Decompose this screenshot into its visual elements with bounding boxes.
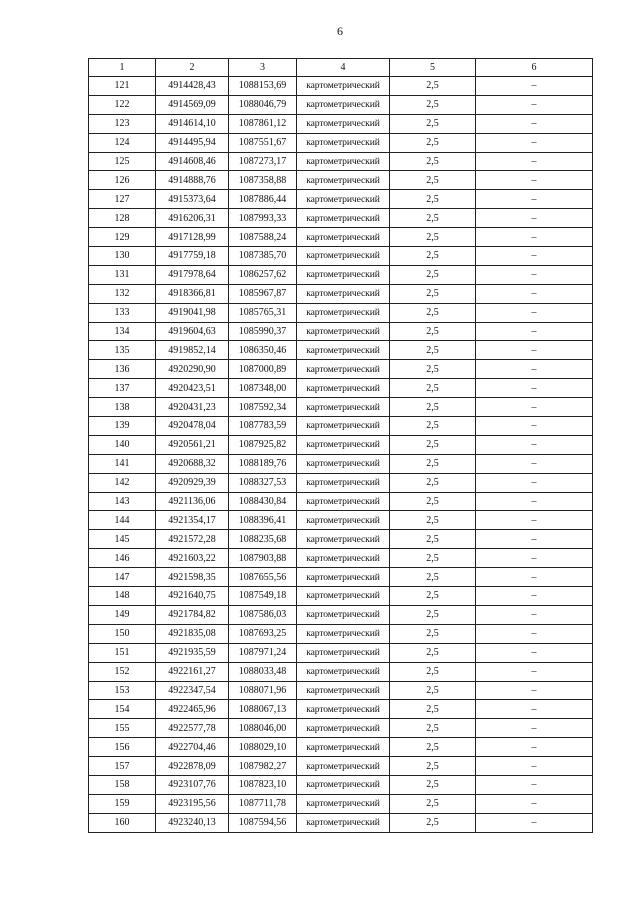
point-number-cell: 139: [89, 417, 156, 436]
x-coordinate-cell: 4920290,90: [156, 360, 229, 379]
accuracy-cell: 2,5: [390, 775, 476, 794]
x-coordinate-cell: 4920423,51: [156, 379, 229, 398]
accuracy-cell: 2,5: [390, 171, 476, 190]
note-cell: –: [476, 190, 593, 209]
y-coordinate-cell: 1087711,78: [229, 794, 297, 813]
method-cell: картометрический: [297, 662, 390, 681]
note-cell: –: [476, 492, 593, 511]
note-cell: –: [476, 794, 593, 813]
table-row: [89, 77, 593, 96]
note-cell: –: [476, 360, 593, 379]
method-cell: картометрический: [297, 152, 390, 171]
x-coordinate-cell: 4918366,81: [156, 284, 229, 303]
note-cell: –: [476, 587, 593, 606]
y-coordinate-cell: 1088067,13: [229, 700, 297, 719]
point-number-cell: 131: [89, 265, 156, 284]
y-coordinate-cell: 1088033,48: [229, 662, 297, 681]
note-cell: –: [476, 757, 593, 776]
x-coordinate-cell: 4921136,06: [156, 492, 229, 511]
accuracy-cell: 2,5: [390, 152, 476, 171]
table-row: [89, 681, 593, 700]
method-cell: картометрический: [297, 360, 390, 379]
y-coordinate-cell: 1087655,56: [229, 568, 297, 587]
point-number-cell: 122: [89, 95, 156, 114]
table-row: [89, 209, 593, 228]
x-coordinate-cell: 4921354,17: [156, 511, 229, 530]
note-cell: –: [476, 247, 593, 266]
method-cell: картометрический: [297, 719, 390, 738]
table-row: [89, 643, 593, 662]
method-cell: картометрический: [297, 247, 390, 266]
accuracy-cell: 2,5: [390, 322, 476, 341]
y-coordinate-cell: 1087588,24: [229, 228, 297, 247]
y-coordinate-cell: 1087886,44: [229, 190, 297, 209]
table-row: [89, 454, 593, 473]
x-coordinate-cell: 4921640,75: [156, 587, 229, 606]
note-cell: –: [476, 738, 593, 757]
point-number-cell: 145: [89, 530, 156, 549]
table-row: [89, 152, 593, 171]
x-coordinate-cell: 4922161,27: [156, 662, 229, 681]
x-coordinate-cell: 4914428,43: [156, 77, 229, 96]
table-row: [89, 190, 593, 209]
method-cell: картометрический: [297, 398, 390, 417]
x-coordinate-cell: 4914888,76: [156, 171, 229, 190]
table-row: [89, 492, 593, 511]
table-row: [89, 700, 593, 719]
x-coordinate-cell: 4921603,22: [156, 549, 229, 568]
y-coordinate-cell: 1085990,37: [229, 322, 297, 341]
accuracy-cell: 2,5: [390, 794, 476, 813]
point-number-cell: 128: [89, 209, 156, 228]
x-coordinate-cell: 4914614,10: [156, 114, 229, 133]
y-coordinate-cell: 1088327,53: [229, 473, 297, 492]
x-coordinate-cell: 4923195,56: [156, 794, 229, 813]
method-cell: картометрический: [297, 228, 390, 247]
x-coordinate-cell: 4914608,46: [156, 152, 229, 171]
y-coordinate-cell: 1088029,10: [229, 738, 297, 757]
accuracy-cell: 2,5: [390, 719, 476, 738]
note-cell: –: [476, 265, 593, 284]
table-row: [89, 775, 593, 794]
x-coordinate-cell: 4917759,18: [156, 247, 229, 266]
y-coordinate-cell: 1087358,88: [229, 171, 297, 190]
x-coordinate-cell: 4921835,08: [156, 624, 229, 643]
table-row: [89, 530, 593, 549]
header-col-4: 4: [297, 59, 390, 77]
point-number-cell: 130: [89, 247, 156, 266]
method-cell: картометрический: [297, 549, 390, 568]
point-number-cell: 138: [89, 398, 156, 417]
method-cell: картометрический: [297, 473, 390, 492]
note-cell: –: [476, 398, 593, 417]
table-row: [89, 133, 593, 152]
accuracy-cell: 2,5: [390, 813, 476, 832]
accuracy-cell: 2,5: [390, 757, 476, 776]
note-cell: –: [476, 549, 593, 568]
accuracy-cell: 2,5: [390, 209, 476, 228]
point-number-cell: 147: [89, 568, 156, 587]
note-cell: –: [476, 77, 593, 96]
method-cell: картометрический: [297, 587, 390, 606]
note-cell: –: [476, 681, 593, 700]
note-cell: –: [476, 700, 593, 719]
method-cell: картометрический: [297, 379, 390, 398]
method-cell: картометрический: [297, 133, 390, 152]
coordinates-table: [88, 58, 593, 833]
accuracy-cell: 2,5: [390, 398, 476, 417]
note-cell: –: [476, 133, 593, 152]
table-row: [89, 417, 593, 436]
point-number-cell: 146: [89, 549, 156, 568]
x-coordinate-cell: 4921572,28: [156, 530, 229, 549]
header-col-2: 2: [156, 59, 229, 77]
table-row: [89, 605, 593, 624]
method-cell: картометрический: [297, 643, 390, 662]
point-number-cell: 156: [89, 738, 156, 757]
point-number-cell: 135: [89, 341, 156, 360]
x-coordinate-cell: 4919852,14: [156, 341, 229, 360]
x-coordinate-cell: 4923107,76: [156, 775, 229, 794]
y-coordinate-cell: 1088189,76: [229, 454, 297, 473]
table-row: [89, 624, 593, 643]
point-number-cell: 159: [89, 794, 156, 813]
x-coordinate-cell: 4919041,98: [156, 303, 229, 322]
method-cell: картометрический: [297, 492, 390, 511]
point-number-cell: 158: [89, 775, 156, 794]
x-coordinate-cell: 4921935,59: [156, 643, 229, 662]
accuracy-cell: 2,5: [390, 95, 476, 114]
y-coordinate-cell: 1087000,89: [229, 360, 297, 379]
table-row: [89, 757, 593, 776]
note-cell: –: [476, 303, 593, 322]
method-cell: картометрический: [297, 77, 390, 96]
x-coordinate-cell: 4922878,09: [156, 757, 229, 776]
method-cell: картометрический: [297, 435, 390, 454]
accuracy-cell: 2,5: [390, 360, 476, 379]
y-coordinate-cell: 1087783,59: [229, 417, 297, 436]
point-number-cell: 133: [89, 303, 156, 322]
accuracy-cell: 2,5: [390, 303, 476, 322]
table-header: [89, 59, 593, 77]
accuracy-cell: 2,5: [390, 700, 476, 719]
note-cell: –: [476, 284, 593, 303]
note-cell: –: [476, 114, 593, 133]
y-coordinate-cell: 1086350,46: [229, 341, 297, 360]
header-col-1: 1: [89, 59, 156, 77]
note-cell: –: [476, 417, 593, 436]
point-number-cell: 148: [89, 587, 156, 606]
point-number-cell: 160: [89, 813, 156, 832]
method-cell: картометрический: [297, 417, 390, 436]
y-coordinate-cell: 1087971,24: [229, 643, 297, 662]
y-coordinate-cell: 1087594,56: [229, 813, 297, 832]
method-cell: картометрический: [297, 568, 390, 587]
table-row: [89, 813, 593, 832]
note-cell: –: [476, 322, 593, 341]
note-cell: –: [476, 228, 593, 247]
point-number-cell: 124: [89, 133, 156, 152]
method-cell: картометрический: [297, 190, 390, 209]
y-coordinate-cell: 1087861,12: [229, 114, 297, 133]
table-row: [89, 719, 593, 738]
point-number-cell: 132: [89, 284, 156, 303]
method-cell: картометрический: [297, 171, 390, 190]
accuracy-cell: 2,5: [390, 114, 476, 133]
x-coordinate-cell: 4921598,35: [156, 568, 229, 587]
method-cell: картометрический: [297, 605, 390, 624]
x-coordinate-cell: 4920929,39: [156, 473, 229, 492]
table-row: [89, 587, 593, 606]
y-coordinate-cell: 1087273,17: [229, 152, 297, 171]
method-cell: картометрический: [297, 322, 390, 341]
y-coordinate-cell: 1087549,18: [229, 587, 297, 606]
x-coordinate-cell: 4914495,94: [156, 133, 229, 152]
y-coordinate-cell: 1087693,25: [229, 624, 297, 643]
note-cell: –: [476, 379, 593, 398]
note-cell: –: [476, 605, 593, 624]
accuracy-cell: 2,5: [390, 247, 476, 266]
table-row: [89, 398, 593, 417]
accuracy-cell: 2,5: [390, 511, 476, 530]
x-coordinate-cell: 4920561,21: [156, 435, 229, 454]
table-row: [89, 95, 593, 114]
accuracy-cell: 2,5: [390, 77, 476, 96]
method-cell: картометрический: [297, 95, 390, 114]
method-cell: картометрический: [297, 794, 390, 813]
point-number-cell: 121: [89, 77, 156, 96]
x-coordinate-cell: 4919604,63: [156, 322, 229, 341]
accuracy-cell: 2,5: [390, 473, 476, 492]
y-coordinate-cell: 1087551,67: [229, 133, 297, 152]
point-number-cell: 123: [89, 114, 156, 133]
note-cell: –: [476, 511, 593, 530]
accuracy-cell: 2,5: [390, 568, 476, 587]
x-coordinate-cell: 4914569,09: [156, 95, 229, 114]
accuracy-cell: 2,5: [390, 530, 476, 549]
x-coordinate-cell: 4922347,54: [156, 681, 229, 700]
table-row: [89, 247, 593, 266]
y-coordinate-cell: 1088046,79: [229, 95, 297, 114]
accuracy-cell: 2,5: [390, 738, 476, 757]
accuracy-cell: 2,5: [390, 492, 476, 511]
table-row: [89, 303, 593, 322]
x-coordinate-cell: 4917978,64: [156, 265, 229, 284]
y-coordinate-cell: 1087823,10: [229, 775, 297, 794]
note-cell: –: [476, 171, 593, 190]
method-cell: картометрический: [297, 530, 390, 549]
point-number-cell: 134: [89, 322, 156, 341]
y-coordinate-cell: 1086257,62: [229, 265, 297, 284]
x-coordinate-cell: 4922704,46: [156, 738, 229, 757]
x-coordinate-cell: 4922465,96: [156, 700, 229, 719]
x-coordinate-cell: 4922577,78: [156, 719, 229, 738]
x-coordinate-cell: 4921784,82: [156, 605, 229, 624]
page-number: 6: [337, 24, 343, 38]
header-col-5: 5: [390, 59, 476, 77]
table-row: [89, 738, 593, 757]
point-number-cell: 141: [89, 454, 156, 473]
y-coordinate-cell: 1087385,70: [229, 247, 297, 266]
point-number-cell: 136: [89, 360, 156, 379]
accuracy-cell: 2,5: [390, 284, 476, 303]
table-row: [89, 511, 593, 530]
method-cell: картометрический: [297, 303, 390, 322]
y-coordinate-cell: 1088071,96: [229, 681, 297, 700]
note-cell: –: [476, 341, 593, 360]
y-coordinate-cell: 1087925,82: [229, 435, 297, 454]
x-coordinate-cell: 4920478,04: [156, 417, 229, 436]
y-coordinate-cell: 1087348,00: [229, 379, 297, 398]
accuracy-cell: 2,5: [390, 643, 476, 662]
method-cell: картометрический: [297, 775, 390, 794]
method-cell: картометрический: [297, 209, 390, 228]
y-coordinate-cell: 1087982,27: [229, 757, 297, 776]
method-cell: картометрический: [297, 738, 390, 757]
point-number-cell: 144: [89, 511, 156, 530]
header-row: [89, 59, 593, 77]
method-cell: картометрический: [297, 813, 390, 832]
accuracy-cell: 2,5: [390, 549, 476, 568]
note-cell: –: [476, 568, 593, 587]
method-cell: картометрический: [297, 681, 390, 700]
point-number-cell: 157: [89, 757, 156, 776]
note-cell: –: [476, 473, 593, 492]
accuracy-cell: 2,5: [390, 587, 476, 606]
table-row: [89, 435, 593, 454]
point-number-cell: 149: [89, 605, 156, 624]
table-row: [89, 171, 593, 190]
note-cell: –: [476, 454, 593, 473]
note-cell: –: [476, 643, 593, 662]
accuracy-cell: 2,5: [390, 681, 476, 700]
point-number-cell: 125: [89, 152, 156, 171]
table-row: [89, 228, 593, 247]
y-coordinate-cell: 1087903,88: [229, 549, 297, 568]
table-row: [89, 549, 593, 568]
method-cell: картометрический: [297, 700, 390, 719]
note-cell: –: [476, 775, 593, 794]
y-coordinate-cell: 1088046,00: [229, 719, 297, 738]
x-coordinate-cell: 4917128,99: [156, 228, 229, 247]
accuracy-cell: 2,5: [390, 662, 476, 681]
x-coordinate-cell: 4920688,32: [156, 454, 229, 473]
accuracy-cell: 2,5: [390, 341, 476, 360]
note-cell: –: [476, 813, 593, 832]
point-number-cell: 127: [89, 190, 156, 209]
point-number-cell: 143: [89, 492, 156, 511]
y-coordinate-cell: 1085765,31: [229, 303, 297, 322]
y-coordinate-cell: 1087993,33: [229, 209, 297, 228]
note-cell: –: [476, 530, 593, 549]
point-number-cell: 155: [89, 719, 156, 738]
table-row: [89, 360, 593, 379]
note-cell: –: [476, 624, 593, 643]
point-number-cell: 152: [89, 662, 156, 681]
method-cell: картометрический: [297, 511, 390, 530]
x-coordinate-cell: 4915373,64: [156, 190, 229, 209]
table-row: [89, 341, 593, 360]
x-coordinate-cell: 4920431,23: [156, 398, 229, 417]
y-coordinate-cell: 1087592,34: [229, 398, 297, 417]
header-col-3: 3: [229, 59, 297, 77]
method-cell: картометрический: [297, 265, 390, 284]
accuracy-cell: 2,5: [390, 605, 476, 624]
point-number-cell: 126: [89, 171, 156, 190]
point-number-cell: 137: [89, 379, 156, 398]
table-row: [89, 794, 593, 813]
note-cell: –: [476, 719, 593, 738]
accuracy-cell: 2,5: [390, 265, 476, 284]
y-coordinate-cell: 1088235,68: [229, 530, 297, 549]
table-row: [89, 379, 593, 398]
point-number-cell: 151: [89, 643, 156, 662]
table-row: [89, 284, 593, 303]
note-cell: –: [476, 435, 593, 454]
note-cell: –: [476, 95, 593, 114]
accuracy-cell: 2,5: [390, 435, 476, 454]
accuracy-cell: 2,5: [390, 190, 476, 209]
accuracy-cell: 2,5: [390, 417, 476, 436]
note-cell: –: [476, 152, 593, 171]
point-number-cell: 150: [89, 624, 156, 643]
table-row: [89, 662, 593, 681]
method-cell: картометрический: [297, 624, 390, 643]
method-cell: картометрический: [297, 757, 390, 776]
point-number-cell: 140: [89, 435, 156, 454]
table-row: [89, 265, 593, 284]
accuracy-cell: 2,5: [390, 133, 476, 152]
point-number-cell: 129: [89, 228, 156, 247]
x-coordinate-cell: 4916206,31: [156, 209, 229, 228]
accuracy-cell: 2,5: [390, 379, 476, 398]
accuracy-cell: 2,5: [390, 624, 476, 643]
table-row: [89, 114, 593, 133]
x-coordinate-cell: 4923240,13: [156, 813, 229, 832]
table-body: [89, 77, 593, 833]
note-cell: –: [476, 209, 593, 228]
method-cell: картометрический: [297, 341, 390, 360]
y-coordinate-cell: 1085967,87: [229, 284, 297, 303]
method-cell: картометрический: [297, 454, 390, 473]
y-coordinate-cell: 1088396,41: [229, 511, 297, 530]
point-number-cell: 154: [89, 700, 156, 719]
accuracy-cell: 2,5: [390, 454, 476, 473]
table-row: [89, 473, 593, 492]
y-coordinate-cell: 1087586,03: [229, 605, 297, 624]
point-number-cell: 153: [89, 681, 156, 700]
table-row: [89, 568, 593, 587]
header-col-6: 6: [476, 59, 593, 77]
table-row: [89, 322, 593, 341]
point-number-cell: 142: [89, 473, 156, 492]
y-coordinate-cell: 1088153,69: [229, 77, 297, 96]
method-cell: картометрический: [297, 284, 390, 303]
note-cell: –: [476, 662, 593, 681]
method-cell: картометрический: [297, 114, 390, 133]
y-coordinate-cell: 1088430,84: [229, 492, 297, 511]
accuracy-cell: 2,5: [390, 228, 476, 247]
